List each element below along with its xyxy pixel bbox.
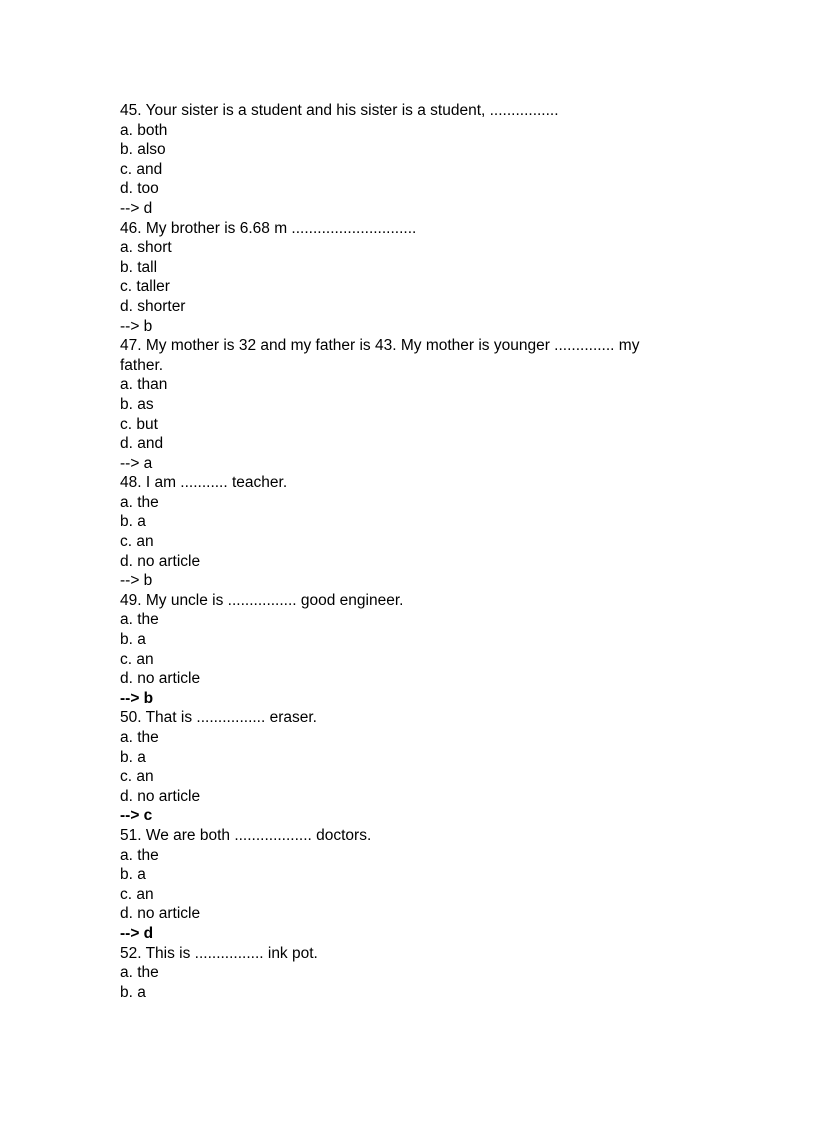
answer-key: --> c xyxy=(120,807,153,825)
answer-option: a. both xyxy=(120,121,168,139)
question-text: father. xyxy=(120,356,164,374)
answer-key: --> b xyxy=(120,689,154,707)
answer-option: d. and xyxy=(120,435,164,453)
question-text: 50. That is ................ eraser. xyxy=(120,709,317,727)
answer-option: d. shorter xyxy=(120,297,186,315)
answer-option: a. the xyxy=(120,611,159,629)
question-text: 46. My brother is 6.68 m ............................. xyxy=(120,219,417,237)
answer-key: --> a xyxy=(120,454,153,472)
answer-option: b. as xyxy=(120,395,154,413)
document-page xyxy=(120,101,720,1002)
question-text: 45. Your sister is a student and his sister is a student, ................ xyxy=(120,102,559,119)
answer-option: b. a xyxy=(120,631,146,649)
answer-option: a. the xyxy=(120,729,159,746)
answer-key: --> d xyxy=(120,199,153,217)
answer-option: d. no article xyxy=(120,787,201,805)
question-text: 51. We are both .................. doctors. xyxy=(120,826,372,844)
answer-option: b. tall xyxy=(120,258,158,276)
answer-key: --> d xyxy=(120,924,154,942)
answer-option: d. too xyxy=(120,180,159,198)
answer-option: c. an xyxy=(120,768,154,786)
question-text: 52. This is ................ ink pot. xyxy=(120,944,318,962)
answer-option: c. an xyxy=(120,650,154,668)
answer-option: c. an xyxy=(120,885,154,903)
answer-option: b. a xyxy=(120,513,146,531)
answer-option: d. no article xyxy=(120,552,201,570)
answer-option: d. no article xyxy=(120,670,201,688)
answer-option: d. no article xyxy=(120,905,201,923)
question-text: 48. I am ........... teacher. xyxy=(120,474,288,492)
answer-option: c. an xyxy=(120,533,154,551)
answer-option: b. a xyxy=(120,748,146,766)
answer-option: c. but xyxy=(120,415,158,433)
answer-option: a. the xyxy=(120,493,159,511)
answer-option: b. a xyxy=(120,983,146,1001)
answer-option: c. and xyxy=(120,160,163,178)
question-text: 47. My mother is 32 and my father is 43. My mother is younger .............. my xyxy=(120,337,640,355)
answer-option: a. the xyxy=(120,846,159,864)
answer-key: --> b xyxy=(120,317,153,335)
answer-option: a. the xyxy=(120,964,159,982)
answer-option: b. also xyxy=(120,141,166,159)
answer-option: b. a xyxy=(120,866,146,884)
answer-key: --> b xyxy=(120,572,153,590)
question-text: 49. My uncle is ................ good engineer. xyxy=(120,591,404,609)
answer-option: c. taller xyxy=(120,278,170,296)
answer-option: a. short xyxy=(120,239,172,257)
answer-option: a. than xyxy=(120,376,168,394)
